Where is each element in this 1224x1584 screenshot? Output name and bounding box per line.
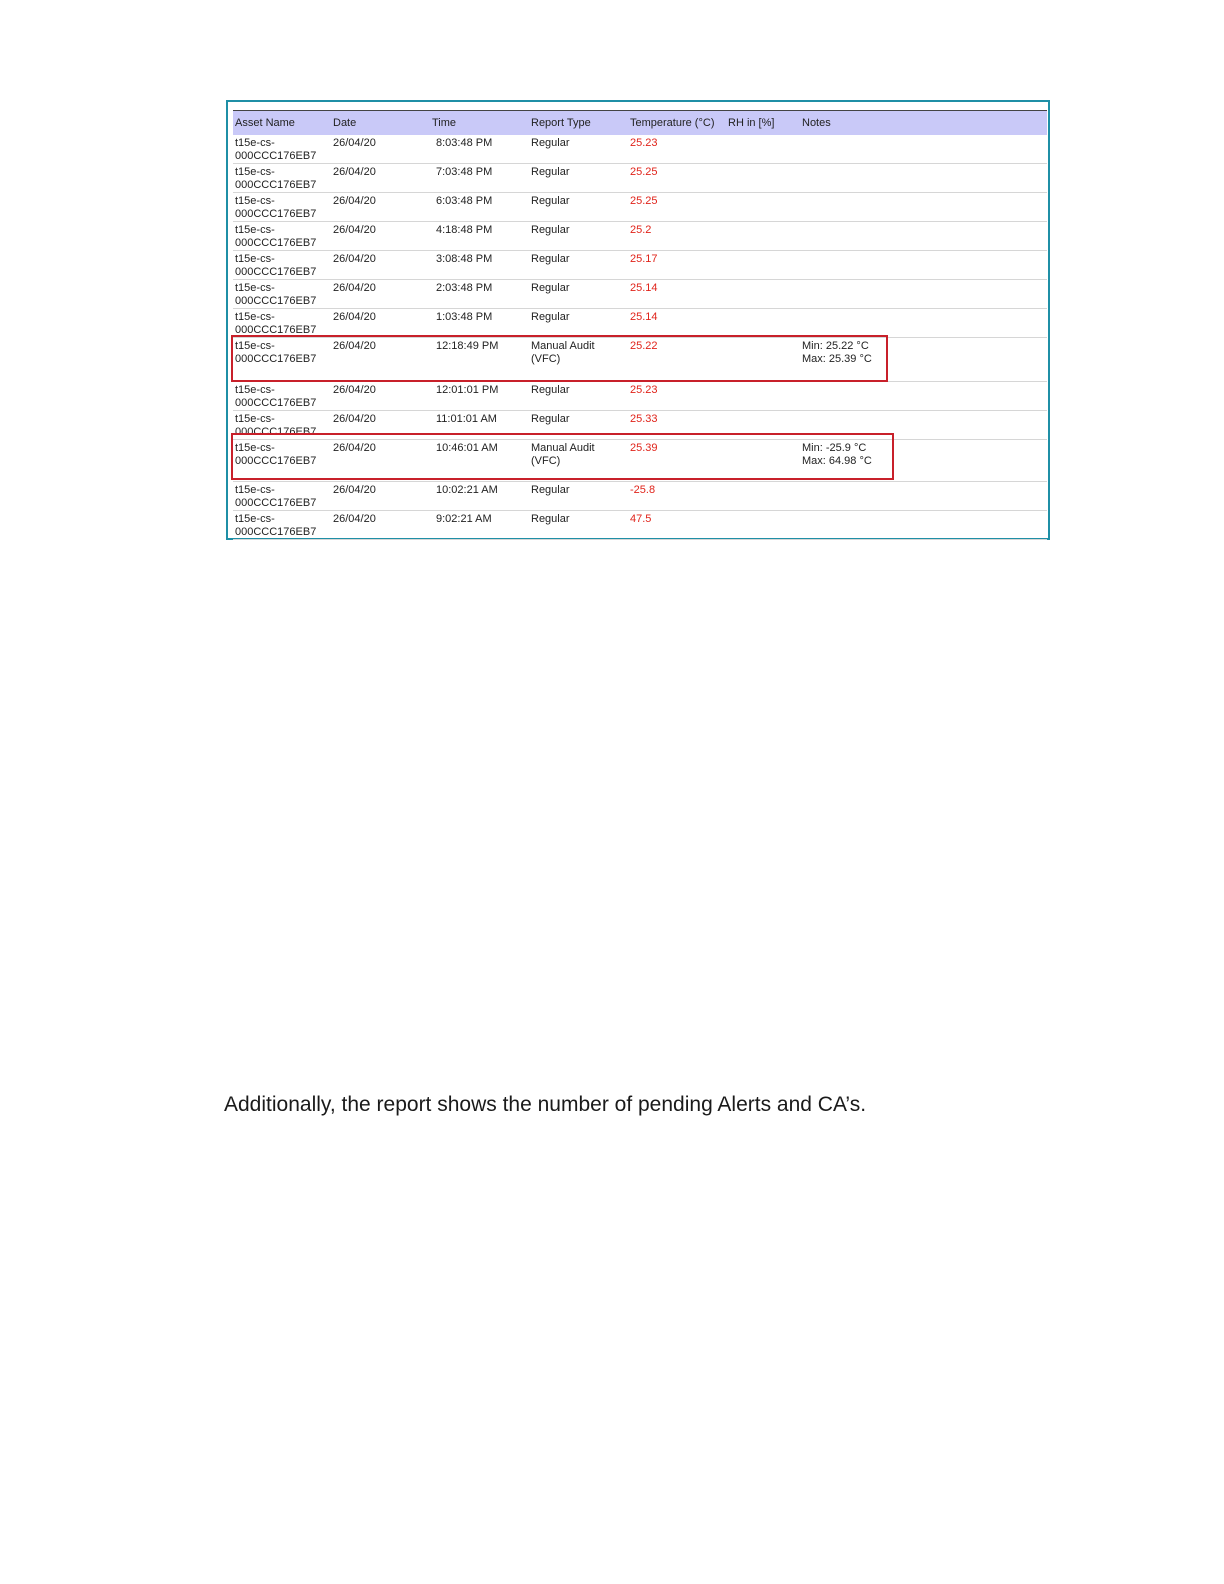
cell-date-line: 26/04/20	[333, 253, 376, 265]
cell-time-line: 4:18:48 PM	[436, 224, 493, 236]
header-date: Date	[333, 117, 357, 129]
cell-asset-name-line: t15e-cs-	[235, 340, 275, 352]
cell-asset-name-line: 000CCC176EB7	[235, 397, 317, 409]
cell-asset-name	[233, 309, 331, 338]
cell-time	[430, 382, 529, 411]
cell-report-type-line: Regular	[531, 224, 570, 236]
cell-temperature-line: -25.8	[630, 484, 656, 496]
cell-asset-name-line: t15e-cs-	[235, 253, 275, 265]
table-row	[233, 382, 1047, 411]
cell-notes	[800, 440, 1047, 482]
cell-report-type	[529, 382, 628, 411]
header-asset-name: Asset Name	[235, 117, 295, 129]
cell-asset-name	[233, 482, 331, 511]
cell-date-line: 26/04/20	[333, 384, 376, 396]
cell-asset-name-line: t15e-cs-	[235, 384, 275, 396]
cell-time-line: 11:01:01 AM	[436, 413, 497, 425]
cell-temperature-line: 25.22	[630, 340, 658, 352]
table-row	[233, 338, 1047, 382]
cell-asset-name	[233, 164, 331, 193]
cell-time	[430, 411, 529, 440]
cell-temperature	[628, 511, 726, 540]
cell-asset-name-line: 000CCC176EB7	[235, 266, 317, 278]
cell-time	[430, 193, 529, 222]
cell-asset-name-line: t15e-cs-	[235, 413, 275, 425]
cell-time-line: 6:03:48 PM	[436, 195, 493, 207]
cell-asset-name-line: t15e-cs-	[235, 513, 275, 525]
cell-time	[430, 251, 529, 280]
cell-time	[430, 309, 529, 338]
cell-date-line: 26/04/20	[333, 413, 376, 425]
cell-report-type	[529, 338, 628, 382]
table-header-row	[233, 111, 1047, 135]
cell-temperature-line: 25.14	[630, 282, 658, 294]
header-time: Time	[432, 117, 457, 129]
cell-temperature-line: 25.23	[630, 136, 658, 149]
cell-report-type	[529, 440, 628, 482]
header-notes: Notes	[802, 117, 831, 129]
cell-temperature	[628, 251, 726, 280]
cell-asset-name-line: 000CCC176EB7	[235, 295, 317, 307]
cell-asset-name-line: 000CCC176EB7	[235, 497, 317, 509]
cell-date	[331, 280, 430, 309]
cell-notes-line: Max: 25.39 °C	[802, 353, 872, 365]
cell-date	[331, 309, 430, 338]
cell-date-line: 26/04/20	[333, 224, 376, 236]
cell-asset-name-line: t15e-cs-	[235, 195, 275, 207]
table-row	[233, 411, 1047, 440]
cell-notes-line: Min: -25.9 °C	[802, 442, 867, 454]
cell-asset-name-line: 000CCC176EB7	[235, 426, 317, 438]
cell-date	[331, 338, 430, 382]
cell-report-type-line: Regular	[531, 311, 570, 323]
cell-date	[331, 382, 430, 411]
temperature-report-table	[233, 110, 1047, 540]
body-paragraph: Additionally, the report shows the number of pending Alerts and CA’s.	[224, 1093, 867, 1116]
cell-time	[430, 511, 529, 540]
cell-asset-name-line: 000CCC176EB7	[235, 149, 317, 162]
cell-notes	[800, 482, 1047, 511]
cell-report-type-line: Regular	[531, 136, 570, 149]
cell-report-type-line: Regular	[531, 513, 570, 525]
cell-temperature-line: 25.2	[630, 224, 652, 236]
cell-notes	[800, 382, 1047, 411]
cell-time	[430, 222, 529, 251]
table-row	[233, 440, 1047, 482]
cell-date-line: 26/04/20	[333, 282, 376, 294]
cell-time	[430, 338, 529, 382]
cell-asset-name	[233, 411, 331, 440]
table-row	[233, 222, 1047, 251]
cell-asset-name	[233, 338, 331, 382]
cell-rh	[726, 222, 800, 251]
cell-rh	[726, 251, 800, 280]
cell-temperature-line: 25.25	[630, 166, 658, 178]
cell-report-type	[529, 511, 628, 540]
cell-time	[430, 135, 529, 164]
header-rh: RH in [%]	[728, 117, 775, 129]
cell-date-line: 26/04/20	[333, 311, 376, 323]
cell-date	[331, 511, 430, 540]
cell-time-line: 1:03:48 PM	[436, 311, 493, 323]
cell-rh	[726, 411, 800, 440]
cell-asset-name	[233, 251, 331, 280]
cell-temperature-line: 25.25	[630, 195, 658, 207]
cell-asset-name-line: 000CCC176EB7	[235, 526, 317, 538]
cell-rh	[726, 482, 800, 511]
table-row	[233, 280, 1047, 309]
cell-time-line: 12:18:49 PM	[436, 340, 499, 352]
cell-rh	[726, 164, 800, 193]
cell-report-type-line: Regular	[531, 413, 570, 425]
cell-notes	[800, 411, 1047, 440]
cell-temperature-line: 25.23	[630, 384, 658, 396]
cell-temperature	[628, 193, 726, 222]
cell-temperature-line: 25.17	[630, 253, 658, 265]
cell-date	[331, 193, 430, 222]
cell-temperature	[628, 135, 726, 164]
cell-asset-name	[233, 382, 331, 411]
cell-report-type	[529, 482, 628, 511]
cell-time-line: 7:03:48 PM	[436, 166, 493, 178]
cell-asset-name-line: 000CCC176EB7	[235, 179, 317, 191]
cell-asset-name-line: 000CCC176EB7	[235, 237, 317, 249]
cell-report-type-line: Regular	[531, 484, 570, 496]
cell-asset-name-line: t15e-cs-	[235, 224, 275, 236]
cell-rh	[726, 280, 800, 309]
table-row	[233, 309, 1047, 338]
cell-report-type	[529, 411, 628, 440]
cell-time-line: 10:46:01 AM	[436, 442, 498, 454]
cell-report-type-line: (VFC)	[531, 353, 561, 365]
cell-report-type	[529, 193, 628, 222]
cell-temperature	[628, 164, 726, 193]
cell-date-line: 26/04/20	[333, 340, 376, 352]
cell-time	[430, 440, 529, 482]
cell-date	[331, 222, 430, 251]
cell-asset-name-line: t15e-cs-	[235, 442, 275, 454]
cell-report-type-line: Manual Audit	[531, 442, 595, 454]
cell-asset-name-line: 000CCC176EB7	[235, 324, 317, 336]
cell-date	[331, 135, 430, 164]
table-row	[233, 511, 1047, 540]
cell-time	[430, 164, 529, 193]
cell-report-type	[529, 309, 628, 338]
cell-notes	[800, 309, 1047, 338]
cell-report-type	[529, 280, 628, 309]
cell-temperature-line: 25.39	[630, 442, 658, 454]
cell-time-line: 3:08:48 PM	[436, 253, 493, 265]
cell-notes	[800, 164, 1047, 193]
cell-time-line: 9:02:21 AM	[436, 513, 492, 525]
cell-report-type	[529, 135, 628, 164]
cell-time	[430, 482, 529, 511]
cell-time-line: 8:03:48 PM	[436, 136, 493, 149]
cell-notes-line: Min: 25.22 °C	[802, 340, 869, 352]
cell-temperature-line: 47.5	[630, 513, 652, 525]
cell-date	[331, 251, 430, 280]
cell-temperature	[628, 411, 726, 440]
table-row	[233, 193, 1047, 222]
cell-date-line: 26/04/20	[333, 513, 376, 525]
cell-notes	[800, 135, 1047, 164]
cell-time-line: 12:01:01 PM	[436, 384, 499, 396]
cell-temperature	[628, 222, 726, 251]
cell-notes	[800, 338, 1047, 382]
cell-asset-name	[233, 193, 331, 222]
table-row	[233, 251, 1047, 280]
cell-temperature	[628, 309, 726, 338]
cell-report-type	[529, 164, 628, 193]
cell-temperature	[628, 440, 726, 482]
cell-notes-line: Max: 64.98 °C	[802, 455, 872, 467]
cell-notes	[800, 193, 1047, 222]
cell-notes	[800, 222, 1047, 251]
cell-date	[331, 482, 430, 511]
cell-temperature	[628, 382, 726, 411]
header-report-type: Report Type	[531, 117, 591, 129]
cell-asset-name-line: t15e-cs-	[235, 166, 275, 178]
cell-date-line: 26/04/20	[333, 484, 376, 496]
cell-date	[331, 411, 430, 440]
cell-asset-name-line: 000CCC176EB7	[235, 455, 317, 467]
cell-temperature	[628, 482, 726, 511]
cell-rh	[726, 309, 800, 338]
cell-date-line: 26/04/20	[333, 166, 376, 178]
cell-time-line: 2:03:48 PM	[436, 282, 493, 294]
cell-report-type-line: Manual Audit	[531, 340, 595, 352]
cell-date	[331, 440, 430, 482]
cell-temperature	[628, 338, 726, 382]
report-screenshot-frame	[226, 100, 1050, 540]
cell-asset-name-line: t15e-cs-	[235, 484, 275, 496]
cell-notes	[800, 511, 1047, 540]
cell-asset-name	[233, 280, 331, 309]
table-row	[233, 164, 1047, 193]
cell-asset-name	[233, 135, 331, 164]
cell-report-type	[529, 251, 628, 280]
cell-rh	[726, 135, 800, 164]
cell-date-line: 26/04/20	[333, 442, 376, 454]
cell-report-type-line: Regular	[531, 282, 570, 294]
cell-report-type-line: Regular	[531, 166, 570, 178]
cell-asset-name-line: 000CCC176EB7	[235, 208, 317, 220]
table-row	[233, 135, 1047, 164]
cell-report-type-line: Regular	[531, 195, 570, 207]
cell-temperature-line: 25.33	[630, 413, 658, 425]
cell-date	[331, 164, 430, 193]
cell-report-type	[529, 222, 628, 251]
header-temperature: Temperature (°C)	[630, 117, 715, 129]
cell-date-line: 26/04/20	[333, 136, 376, 149]
cell-temperature	[628, 280, 726, 309]
cell-notes	[800, 251, 1047, 280]
cell-asset-name	[233, 511, 331, 540]
cell-rh	[726, 440, 800, 482]
cell-asset-name-line: t15e-cs-	[235, 282, 275, 294]
cell-rh	[726, 193, 800, 222]
cell-rh	[726, 338, 800, 382]
cell-asset-name-line: t15e-cs-	[235, 311, 275, 323]
cell-rh	[726, 511, 800, 540]
table-row	[233, 482, 1047, 511]
cell-asset-name	[233, 440, 331, 482]
cell-date-line: 26/04/20	[333, 195, 376, 207]
cell-time	[430, 280, 529, 309]
cell-notes	[800, 280, 1047, 309]
cell-rh	[726, 382, 800, 411]
cell-report-type-line: Regular	[531, 253, 570, 265]
cell-report-type-line: (VFC)	[531, 455, 561, 467]
cell-temperature-line: 25.14	[630, 311, 658, 323]
cell-report-type-line: Regular	[531, 384, 570, 396]
cell-time-line: 10:02:21 AM	[436, 484, 498, 496]
cell-asset-name	[233, 222, 331, 251]
cell-asset-name-line: 000CCC176EB7	[235, 353, 317, 365]
cell-asset-name-line: t15e-cs-	[235, 136, 275, 149]
